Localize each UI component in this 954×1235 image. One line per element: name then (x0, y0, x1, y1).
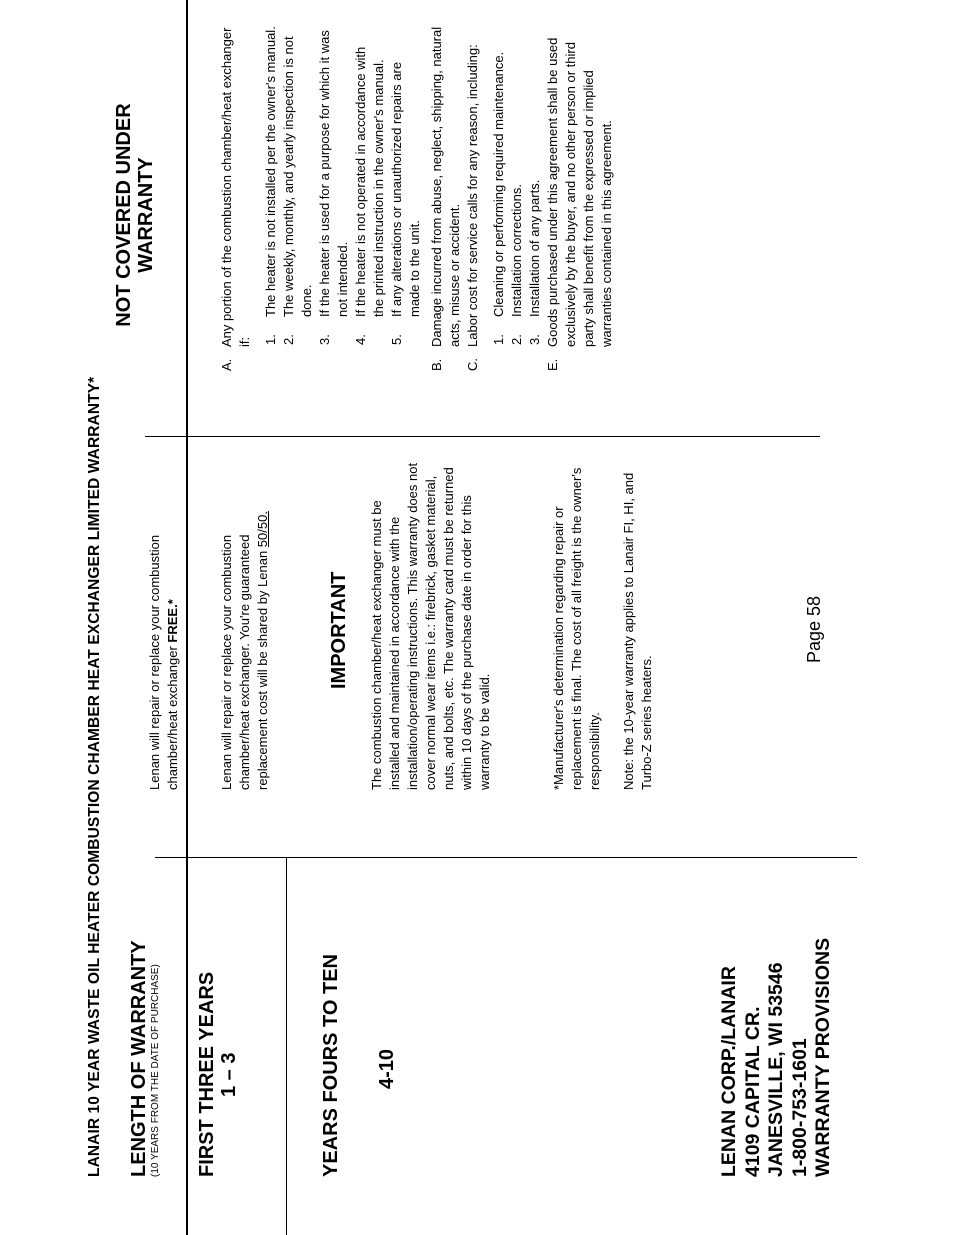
important-paragraph-2: *Manufacturer's determination regarding repair or replacement is final. The cost of all freight is the owner's responsibility. (551, 467, 602, 790)
item-text: Installation corrections. (509, 184, 524, 317)
not-covered-item-a (218, 26, 424, 371)
warranty-provisions: WARRANTY PROVISIONS (812, 937, 834, 1177)
not-covered-heading-line1: NOT COVERED UNDER (113, 103, 135, 327)
list-item (316, 26, 352, 345)
item-text: Any portion of the combustion chamber/heat exchanger if: (219, 27, 252, 347)
item-text: If the heater is used for a purpose for which it was not intended. (317, 30, 350, 317)
first-three-heading: FIRST THREE YEARS (196, 971, 218, 1177)
item-marker: E. (545, 358, 560, 371)
not-covered-item-c (464, 26, 544, 371)
important-note: Note: the 10-year warranty applies to Lanair FI, HI, and Turbo-Z series heaters. (621, 472, 654, 790)
left-column-rule (155, 857, 857, 858)
length-intro-text: Lenan will repair or replace your combustion chamber/heat exchanger (147, 534, 180, 790)
company-address (718, 938, 836, 1177)
item-text: The heater is not installed per the owner's manual. (263, 26, 278, 317)
company-phone: 1-800-753-1601 (788, 1038, 811, 1177)
length-subheading: (10 YEARS FROM THE DATE OF PURCHASE) (150, 964, 161, 1177)
first-three-block (196, 917, 240, 1177)
middle-column-rule (145, 436, 820, 437)
item-text: Goods purchased under this agreement shall be used exclusively by the buyer, and no other person or third party shall benefit from the expressed or implied warranties contained in this agreement. (545, 37, 614, 347)
not-covered-list (218, 26, 616, 371)
item-text: Labor cost for service calls for any reason, including: (465, 44, 480, 347)
years-four-heading: YEARS FOURS TO TEN (320, 954, 342, 1177)
first-three-range: 1 – 3 (218, 1052, 240, 1097)
list-item (508, 26, 526, 345)
not-covered-sublist-c (490, 26, 544, 371)
item-marker: B. (429, 358, 444, 371)
company-street: 4109 CAPITAL CR. (741, 1006, 764, 1177)
years-four-text (218, 460, 272, 790)
years-four-desc: Lenan will repair or replace your combustion chamber/heat exchanger. You're guaranteed replacement cost will be shared by Lenan (219, 534, 270, 790)
item-text: The weekly, monthly, and yearly inspection is not done. (281, 36, 314, 317)
length-intro (146, 460, 182, 790)
item-marker: 2. (281, 334, 296, 345)
important-paragraph-1: The combustion chamber/heat exchanger must be installed and maintained in accordance with the installation/operating instructions. This warranty does not cover normal wear items i.e.: firebrick, gasket material, nuts, and bolts, etc. The warranty card must be returned within 10 days of the purchase date in order for this warranty to be valid. (369, 462, 492, 790)
length-header (128, 877, 162, 1177)
list-item (352, 26, 388, 345)
item-marker: 4. (353, 334, 368, 345)
item-marker: 2. (509, 334, 524, 345)
important-heading: IMPORTANT (328, 571, 350, 689)
item-text: If the heater is not operated in accordance with the printed instruction in the owner's manual. (353, 46, 386, 317)
table-top-rule (186, 0, 188, 1235)
list-item (262, 26, 280, 345)
not-covered-item-e (544, 26, 616, 371)
list-item (388, 26, 424, 345)
item-marker: 5. (389, 334, 404, 345)
item-marker: 1. (263, 334, 278, 345)
item-text: Cleaning or performing required maintenance. (491, 51, 506, 317)
not-covered-heading-line2: WARRANTY (135, 157, 157, 273)
page-number: Page 58 (804, 595, 824, 663)
item-marker: 3. (317, 334, 332, 345)
not-covered-sublist-a (262, 26, 424, 371)
length-intro-free: FREE.* (165, 599, 180, 643)
company-city: JANESVILLE, WI 53546 (765, 962, 787, 1177)
years-four-share: 50/50. (255, 511, 270, 548)
item-text: Damage incurred from abuse, neglect, shipping, natural acts, misuse or accident. (429, 26, 462, 347)
item-marker: C. (465, 358, 480, 371)
company-name: LENAN CORP./LANAIR (718, 966, 740, 1177)
years-four-range: 4-10 (376, 1048, 398, 1089)
document-title: LANAIR 10 YEAR WASTE OIL HEATER COMBUSTION CHAMBER HEAT EXCHANGER LIMITED WARRANTY* (86, 376, 103, 1177)
years-four-block (320, 877, 398, 1177)
item-text: If any alterations or unauthorized repairs are made to the unit. (389, 61, 422, 317)
not-covered-item-b (428, 26, 464, 371)
item-marker: 1. (491, 334, 506, 345)
list-item (490, 26, 508, 345)
item-text: Installation of any parts. (527, 179, 542, 317)
first-row-rule (286, 857, 287, 1235)
item-marker: A. (219, 358, 234, 371)
list-item (526, 26, 544, 345)
item-marker: 3. (527, 334, 542, 345)
list-item (280, 26, 316, 345)
not-covered-heading (113, 75, 157, 355)
length-heading: LENGTH OF WARRANTY (128, 940, 150, 1177)
